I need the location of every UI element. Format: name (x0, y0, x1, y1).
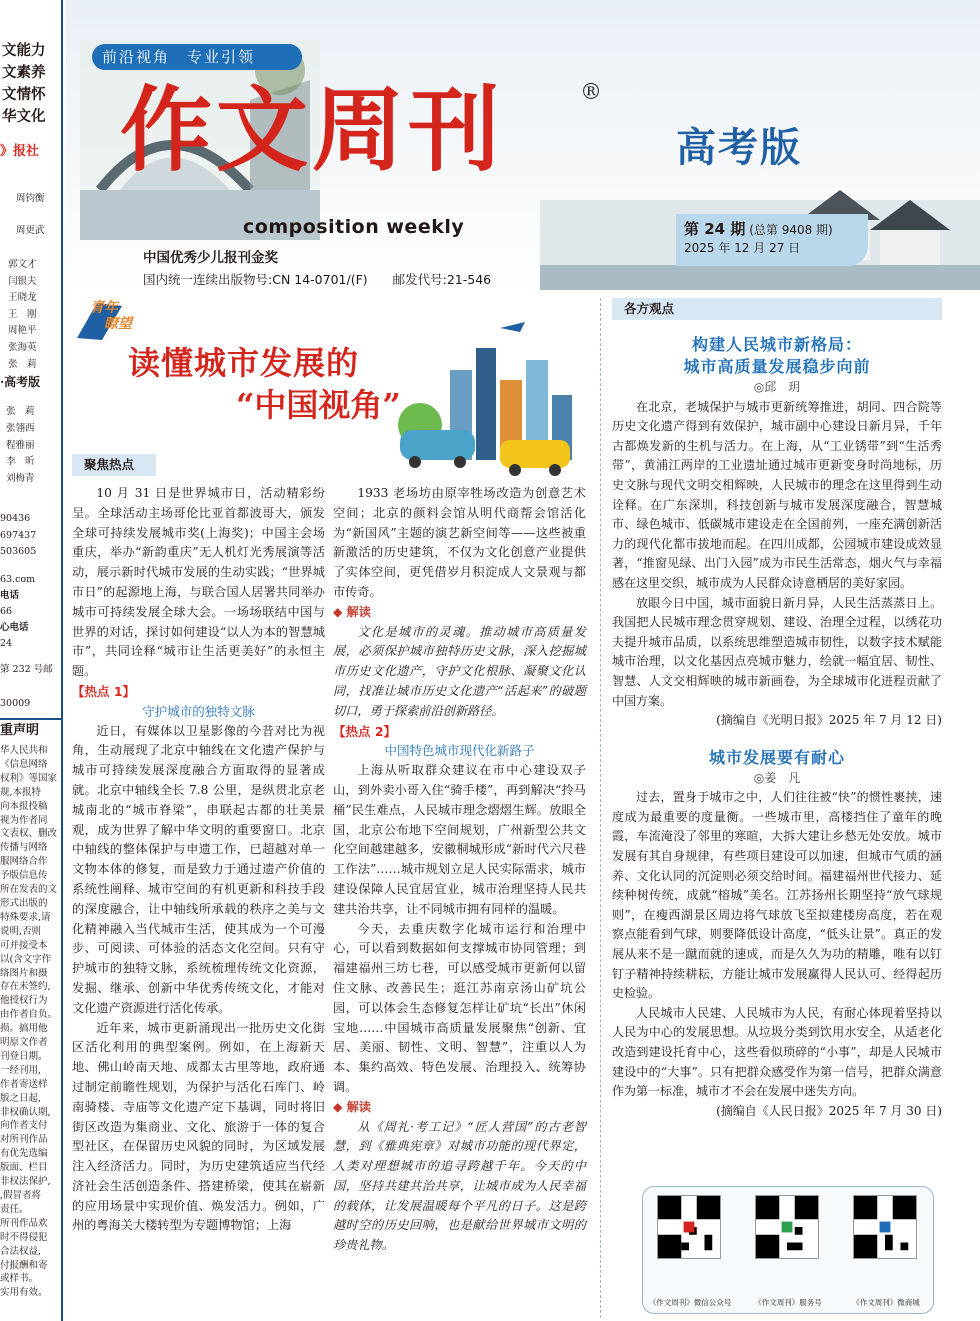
opinion-column (612, 334, 942, 1121)
qr-caption: 《作文周刊》微商城 (852, 1298, 920, 1307)
staff-name: 张翎西 (6, 422, 35, 434)
statement-line: 版面、栏目 (0, 1162, 48, 1174)
staff-name: 王 刚 (8, 308, 37, 320)
newspaper-title: 作文周刊 (120, 76, 505, 184)
strip-postcode: 30009 (0, 698, 31, 709)
statement-line: 规,本报特 (0, 786, 42, 798)
strip-motto (2, 40, 46, 128)
youth-line: 瞭望 (104, 316, 132, 332)
analysis-label-text: 解读 (346, 604, 371, 619)
paragraph: 放眼今日中国，城市面貌日新月异，人民生活蒸蒸日上。我国把人民城市理念贯穿规划、建设、治理全过程，以绣花功夫提升城市品质，以系统思维塑造城市韧性，以数字技术赋能城市治理，以文化基因点亮城市魅力，绘就一幅宜居、韧性、智慧、人文交相辉映的城市新画卷，为全球城市化进程贡献了中国方案。 (612, 595, 942, 708)
qr-code-icon[interactable] (755, 1195, 819, 1259)
qr-code-icon[interactable] (853, 1195, 917, 1259)
statement-line: 非权确认期, (0, 1106, 51, 1118)
english-title: composition weekly (243, 216, 465, 238)
motto-line: 文能力 (2, 43, 46, 59)
statement-line: 予版信息传 (0, 870, 48, 882)
issue-total: (总第 9408 期) (749, 223, 833, 237)
phone-number: 503605 (0, 546, 37, 557)
opinion-1-title-line2: 城市高质量发展稳步向前 (683, 357, 871, 376)
statement-line: 明原文作者 (0, 1037, 48, 1049)
staff-name: 周艳平 (8, 325, 37, 337)
statement-line: 向作者支付 (0, 1120, 48, 1132)
headline-line-1: 读懂城市发展的 (128, 344, 360, 382)
paragraph: 1933 老场坊由原宰牲场改造为创意艺术空间；北京的颜料会馆从明代商帮会馆活化为“新国风”主题的演艺新空间等——这些被重新激活的历史建筑，不仅为文化创意产业提供了实体空间，更凭借岁月积淀成人文景观与都市传奇。 (333, 486, 586, 599)
phone-number: 697437 (0, 529, 37, 541)
statement-line: 特殊要求,请 (0, 911, 51, 923)
staff-name: 刘梅青 (6, 473, 35, 485)
article-middle-column (333, 484, 586, 1256)
opinion-1-source: (摘编自《光明日报》2025 年 7 月 12 日) (716, 713, 942, 728)
motto-line: 文素养 (2, 65, 46, 81)
statement-line: 形式出版的 (0, 897, 48, 909)
paragraph: 近年来，城市更新涌现出一批历史文化街区活化利用的典型案例。例如，在上海新天地、佛山岭南天地、成都太古里等地，政府通过制定前瞻性规划，为保护与活化石库门、岭南骑楼、寺庙等文化遗产定下基调，同时将旧街区改造为集商业、文化、旅游于一体的复合型社区，在保留历史风貌的同时，为区域发展注入经济活力。同时，为历史建筑适应当代经济社会生活创造条件、搭建桥梁，使其在崭新的应用场景中实现价值、焕发活力。例如，广州的粤海关大楼转型为专题博物馆；上海 (72, 1020, 325, 1233)
statement-line: 时不得侵犯 (0, 1231, 48, 1243)
statement-line: 以(含文字作 (0, 953, 52, 965)
statement-line: 对所刊作品 (0, 1134, 48, 1146)
strip-newspaper: 》报社 (0, 144, 40, 159)
airplane-icon (500, 322, 525, 332)
staff-name: 李 昕 (6, 456, 35, 468)
strip-tel-label: 电话 (0, 590, 20, 601)
hot-topic-2-subtitle: 中国特色城市现代化新路子 (384, 743, 535, 759)
statement-line: 所刊作品欢 (0, 1217, 48, 1229)
section-label-opinions: 各方观点 (612, 298, 942, 320)
article-left-column (72, 484, 325, 1236)
left-info-strip (0, 0, 63, 1321)
statement-line: 刊登日期。 (0, 1050, 48, 1062)
opinion-2-title: 城市发展要有耐心 (708, 747, 845, 767)
paragraph: 在北京，老城保护与城市更新统筹推进，胡同、四合院等历史文化遗产得到有效保护，城市副中心建设日新月异，千年古都焕发新的生机与活力。在上海，从“工业锈带”到“生活秀带”，黄浦江两岸的工业遗址通过城市更新变身时尚地标，历史文脉与现代文明交相辉映，人民城市的理念在这里得到生动诠释。在广东深圳，科技创新与城市发展深度融合，智慧城市、绿色城市、低碳城市建设走在全国前列，一座充满创新活力的现代化都市拔地而起。在四川成都，公园城市建设成效显著，“推窗见绿、出门入园”成为市民生活常态，烟火气与幸福感在这里交织，城市成为人民群众诗意栖居的美好家园。 (612, 399, 942, 590)
statement-line: 华人民共和 (0, 745, 48, 756)
opinion-2-author: ◎姜 凡 (753, 770, 801, 785)
youth-watch-tag (90, 300, 132, 332)
analysis-label-2: ◆ 解读 (333, 1099, 371, 1114)
strip-mailbox: 第 232 号邮 (0, 664, 53, 675)
qr-caption: 《作文周刊》服务号 (754, 1298, 822, 1307)
paragraph: 上海从听取群众建议在市中心建设双子山，到外卖小哥入住“骑手楼”，再到解决“拎马桶”民生难点，人民城市理念熠熠生辉。放眼全国，北京公布地下空间规划，广州新型公共文化空间越建越多，安徽桐城形成“新时代六尺巷工作法”……城市规划立足人民实际需求，城市建设保障人民宜居宜业，城市治理坚持人民共建共治共享，让不同城市拥有同样的温暖。 (333, 763, 586, 916)
statement-line: 由作者自负。 (0, 1009, 58, 1021)
statement-line: 他授权行为 (0, 995, 48, 1007)
city-skyline-illustration (380, 310, 595, 480)
hot-topic-2-label: 【热点 2】 (333, 723, 397, 739)
strip-numbers (0, 511, 62, 561)
strip-center-label: 心电话 (0, 622, 29, 633)
strip-divider (0, 718, 62, 720)
paragraph: 过去，置身于城市之中，人们往往被“快”的惯性裹挟，速度成为最重要的度量衡。一些城市里，高楼挡住了童年的晚霞，车流淹没了邻里的寒暄，大拆大建让乡愁无处安放。城市发展有其自身规律，有些项目建设可以加速，但城市气质的涵养、文化认同的沉淀则必须交给时间。福建福州世代接力、延续种树传统，成就“榕城”美名。江苏扬州长期坚持“放气球规则”，在瘦西湖景区周边将气球放飞至拟建楼房高度，若在观察点能看到气球，则要降低设计高度，“低头让景”。真正的发展从来不是一蹴而就的速成，而是久久为功的精雕，唯有以钉钉子精神持续耕耘，方能让城市发展赢得人民认可、经得起历史检验。 (612, 790, 942, 1001)
issue-box (676, 214, 868, 266)
qr-code-icon[interactable] (657, 1195, 721, 1259)
staff-name: 张海英 (8, 341, 37, 353)
statement-line: 一经刊用, (0, 1064, 42, 1076)
slogan-tag: 前沿视角 专业引领 (92, 44, 302, 70)
issue-number: 第 24 期 (684, 220, 746, 238)
statement-line: 文表权、删改 (0, 828, 58, 840)
award-text: 中国优秀少儿报刊金奖 (143, 250, 278, 266)
opinion-2-source: (摘编自《人民日报》2025 年 7 月 30 日) (716, 1103, 942, 1118)
staff-list-2 (8, 257, 63, 373)
statement-line: 说明,否则 (0, 925, 42, 937)
statement-line: 权利》等国家 (0, 772, 58, 784)
statement-line: 或样书。 (0, 1273, 39, 1285)
staff-name: 程雅丽 (6, 439, 35, 451)
statement-line: 有优先选编 (0, 1148, 48, 1160)
opinion-1-author: ◎邱 玥 (753, 380, 801, 394)
paragraph: 人民城市人民建、人民城市为人民，有耐心体现着坚持以人民为中心的发展思想。从垃圾分类到饮用水安全，从适老化改造到建设托育中心，这些看似琐碎的“小事”，却是人民城市建设中的“大事”。只有把群众感受作为第一信号，把群众满意作为第一标准，城市才不会在发展中迷失方向。 (612, 1005, 942, 1099)
statement-title: 重声明 (0, 723, 40, 738)
statement-line: 视为作者同 (0, 814, 48, 826)
paragraph: 10 月 31 日是世界城市日，活动精彩纷呈。全球活动主场哥伦比亚首都波哥大，颁发全球可持续发展城市奖(上海奖)；中国主会场重庆，举办“新韵重庆”无人机灯光秀展演等活动，展示新时代城市发展的生动实践；“世界城市日”的起源地上海，与联合国人居署共同举办城市可持续发展全球大会。一场场联结中国与世界的对话，探讨如何建设“以人为本的智慧城市”，共同诠释“城市让生活更美好”的永恒主题。 (72, 486, 325, 679)
hot-topic-1-subtitle: 守护城市的独特文脉 (142, 703, 255, 719)
statement-line: 络图片和摄 (0, 967, 48, 979)
statement-line: 付报酬和寄 (0, 1259, 48, 1271)
statement-line: ,假冒者将 (0, 1190, 42, 1201)
column-divider (600, 298, 601, 1318)
youth-line: 青年 (90, 300, 118, 316)
staff-name: 张 莉 (8, 358, 37, 370)
staff-name: 周更武 (16, 225, 45, 236)
staff-name: 周钧衡 (16, 193, 45, 204)
motto-line: 文情怀 (2, 87, 46, 103)
strip-edition-label: ·高考版 (0, 375, 41, 389)
staff-name: 王晓龙 (8, 292, 37, 304)
analysis-label-text: 解读 (346, 1099, 371, 1114)
issue-date: 2025 年 12 月 27 日 (684, 241, 801, 255)
statement-line: 所在发表的文 (0, 884, 58, 896)
statement-line: 传播与网络 (0, 842, 48, 854)
analysis-text: 从《周礼·考工记》“匠人营国”的古老智慧，到《雅典宪章》对城市功能的现代界定，人类对理想城市的追寻跨越千年。今天的中国，坚持共建共治共享，让城市成为人民幸福的载体，让发展温暖每个平凡的日子。这是跨越时空的历史回响，也是献给世界城市文明的珍贵礼物。 (333, 1119, 586, 1253)
statement-line: 《信息网络 (0, 758, 48, 770)
statement-line: 向本报投稿 (0, 800, 48, 812)
analysis-text: 文化是城市的灵魂。推动城市高质量发展，必须保护城市独特历史文脉，深入挖掘城市历史文化遗产，守护文化根脉、凝聚文化认同，找准让城市历史文化遗产“活起来”的破题切口，勇于探索前沿创新路径。 (333, 624, 586, 718)
headline-line-2: “中国视角” (236, 386, 401, 424)
qr-code-panel (642, 1186, 934, 1314)
strip-tel-value: 66 (0, 606, 13, 617)
statement-line: 作者寄送样 (0, 1078, 48, 1090)
qr-caption: 《作文周刊》微信公众号 (648, 1298, 732, 1307)
statement-line: 损。搞用他 (0, 1023, 48, 1035)
publication-number: 国内统一连续出版物号:CN 14-0701/(F) 邮发代号:21-546 (143, 272, 492, 287)
strip-website: 63.com (0, 574, 36, 585)
paragraph: 今天，去重庆数字化城市运行和治理中心，可以看到数据如何支撑城市协同管理；到福建福州三坊七巷，可以感受城市更新何以留住文脉、改善民生；逛江苏南京汤山矿坑公园，可以体会生态修复怎样让矿坑“长出”休闲宝地……中国城市高质量发展聚焦“创新、宜居、美丽、韧性、文明、智慧”，注重以人为本、集约高效、特色发展、治理投入、统筹协调。 (333, 921, 586, 1094)
phone-number: 90436 (0, 513, 31, 524)
hot-topic-1-label: 【热点 1】 (72, 683, 136, 699)
statement-line: 非权法保护, (0, 1176, 51, 1188)
staff-name: 郭文才 (8, 259, 37, 270)
motto-line: 华文化 (2, 109, 46, 125)
analysis-label-1: ◆ 解读 (333, 604, 371, 619)
strip-center-value: 24 (0, 638, 13, 649)
staff-name: 闫银夫 (8, 275, 37, 287)
edition-title: 高考版 (676, 125, 802, 171)
statement-line: 版之日起, (0, 1092, 42, 1104)
staff-list-1 (16, 183, 63, 247)
copyright-statement (0, 744, 62, 1300)
staff-name: 张 莉 (6, 406, 35, 417)
paragraph: 近日，有媒体以卫星影像的今昔对比为视角，生动展现了北京中轴线在文化遗产保护与城市可持续发展深度融合方面取得的显著成就。北京中轴线全长 7.8 公里，是纵贯北京老城南北的“城市脊梁”，串联起古都的壮美景观，成为世界了解中华文明的重要窗口。北京中轴线的整体保护与申遗工作，已超越对单一文物本体的修复，而是致力于通过遗产价值的系统性阐释、城市空间的有机更新和科技手段的深度融合，让中轴线所承载的秩序之美与文化精神融入当代城市生活，使其成为一个可漫步、可阅读、可体验的活态文化空间。只有守护城市的独特文脉，系统梳理传统文化资源，发掘、继承、创新中华优秀传统文化，才能对文化遗产资源进行活化传承。 (72, 723, 325, 1015)
opinion-1-title-line1: 构建人民城市新格局： (691, 335, 862, 354)
statement-line: 合法权益, (0, 1245, 42, 1257)
registered-mark: ® (580, 80, 602, 105)
statement-line: 存在未签约, (0, 981, 51, 993)
statement-line: 可并接受本 (0, 939, 48, 951)
section-label-hot: 聚焦热点 (72, 454, 156, 476)
statement-line: 服网络合作 (0, 856, 48, 868)
statement-line: 实用有效。 (0, 1287, 48, 1299)
statement-line: 责任。 (0, 1203, 29, 1215)
staff-list-3 (6, 404, 63, 488)
